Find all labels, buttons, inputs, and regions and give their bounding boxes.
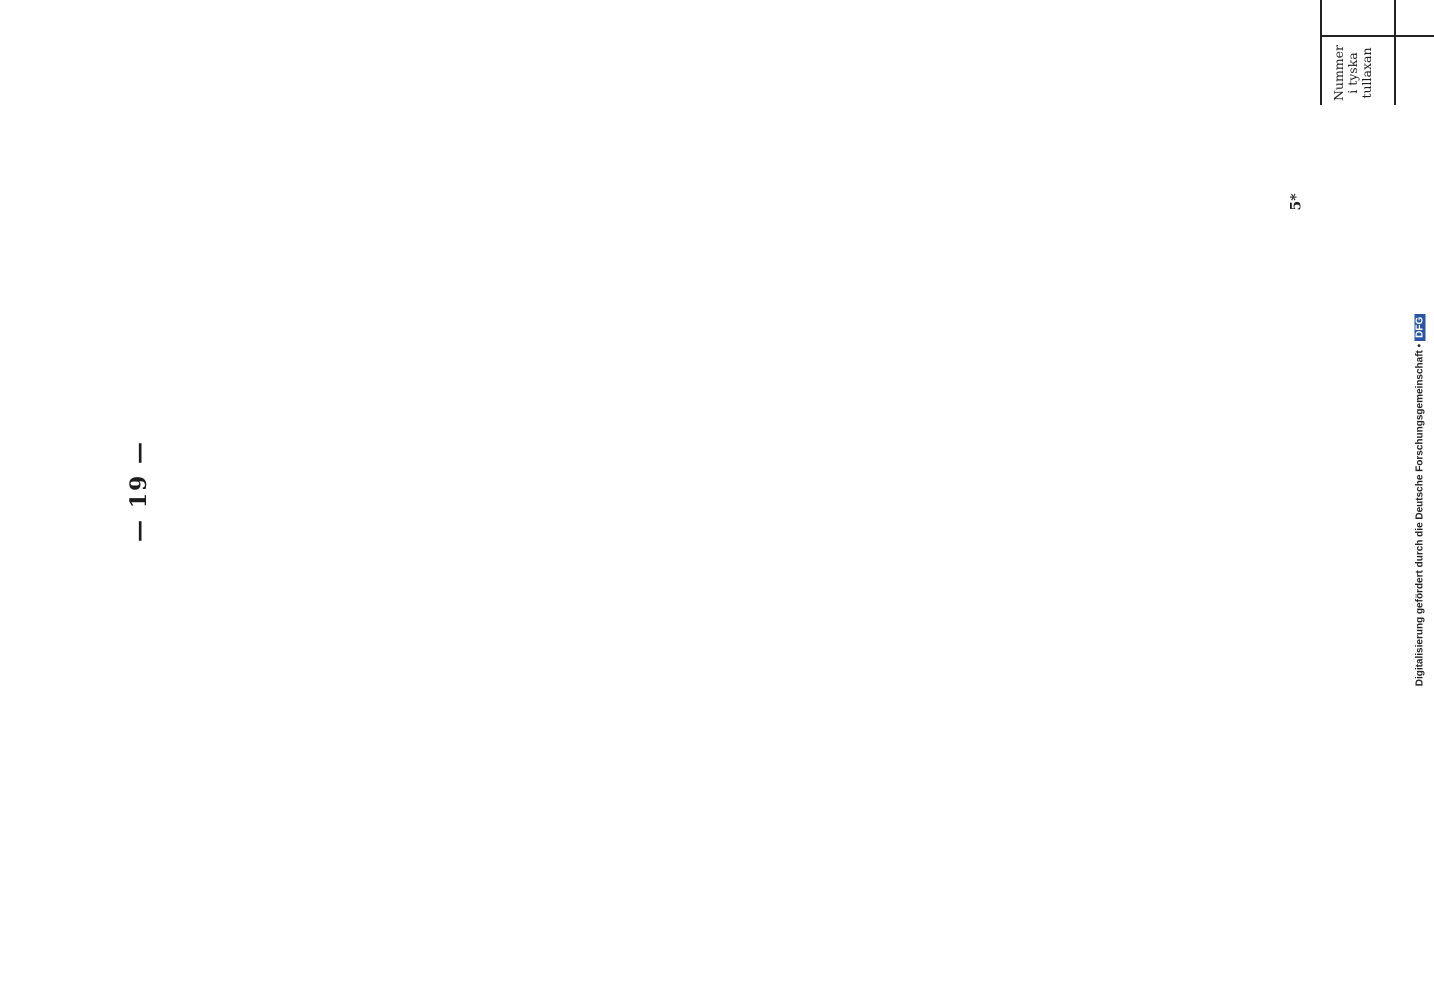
header-number-column: Nummer i tyska tullaxan (1331, 44, 1374, 102)
corner-mark: 5* (1288, 193, 1305, 211)
page-number: — 19 — (125, 440, 152, 542)
number-column-divider (1320, 35, 1434, 37)
dfg-logo: DFG (1415, 314, 1426, 341)
tariff-table (1320, 0, 1434, 105)
dfg-stamp-text: Digitalisierung gefördert durch die Deutsche Forschungsgemeinschaft • (1414, 343, 1426, 687)
header-description-column (1320, 0, 1392, 35)
dfg-stamp (1415, 110, 1426, 890)
